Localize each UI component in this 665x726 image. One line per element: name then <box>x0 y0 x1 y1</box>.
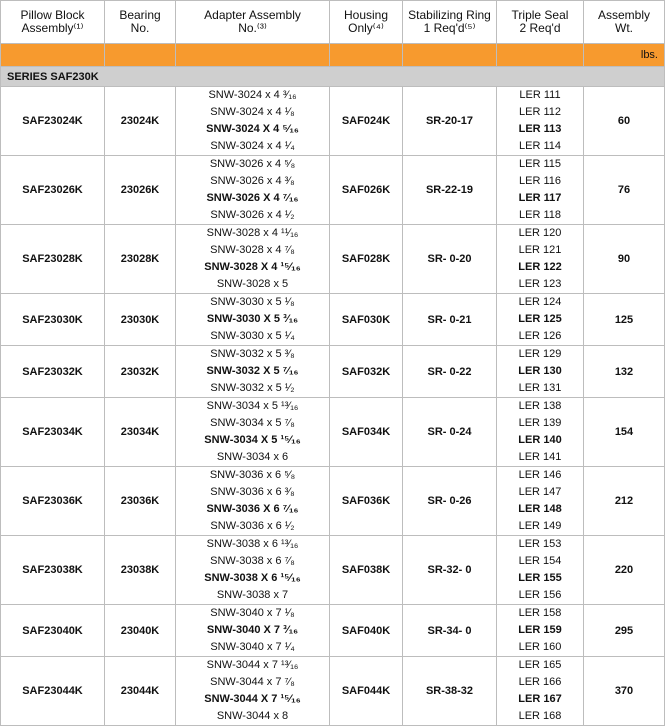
adapter-cell <box>176 398 330 467</box>
seal-item: LER 112 <box>519 106 561 118</box>
ring-cell: SR-38-32 <box>403 657 497 726</box>
series-label: SERIES SAF230K <box>1 67 665 87</box>
seal-item: LER 117 <box>518 192 562 204</box>
adapter-cell <box>176 156 330 225</box>
adapter-item: SNW-3024 X 4 ⁵⁄₁₆ <box>206 123 299 135</box>
assembly-cell: SAF23026K <box>1 156 105 225</box>
seal-cell <box>497 605 584 657</box>
seal-item: LER 118 <box>519 209 561 221</box>
seal-cell <box>497 398 584 467</box>
housing-cell: SAF038K <box>330 536 403 605</box>
seal-item: LER 114 <box>519 140 561 152</box>
ring-cell: SR- 0-22 <box>403 346 497 398</box>
seal-item: LER 149 <box>518 520 562 532</box>
seal-cell <box>497 225 584 294</box>
table-row <box>1 225 665 294</box>
ring-cell: SR- 0-20 <box>403 225 497 294</box>
assembly-cell: SAF23028K <box>1 225 105 294</box>
header-weight: Assembly Wt. <box>584 1 665 44</box>
seal-cell <box>497 346 584 398</box>
adapter-item: SNW-3026 X 4 ⁷⁄₁₆ <box>206 192 299 204</box>
adapter-cell <box>176 225 330 294</box>
adapter-cell <box>176 87 330 156</box>
bearing-cell: 23026K <box>105 156 176 225</box>
adapter-item: SNW-3024 x 4 ¹⁄₈ <box>210 106 295 118</box>
weight-cell: 125 <box>584 294 665 346</box>
adapter-item: SNW-3026 x 4 ¹⁄₂ <box>210 209 295 221</box>
adapter-item: SNW-3030 x 5 ¹⁄₄ <box>210 330 295 342</box>
adapter-item: SNW-3040 X 7 ³⁄₁₆ <box>206 624 299 636</box>
seal-cell <box>497 467 584 536</box>
adapter-item: SNW-3044 x 7 ⁷⁄₈ <box>210 676 295 688</box>
seal-item: LER 131 <box>518 382 562 394</box>
ring-cell: SR-32- 0 <box>403 536 497 605</box>
weight-cell: 295 <box>584 605 665 657</box>
housing-cell: SAF032K <box>330 346 403 398</box>
adapter-item: SNW-3044 x 8 <box>216 710 289 722</box>
seal-item: LER 155 <box>518 572 562 584</box>
housing-cell: SAF044K <box>330 657 403 726</box>
adapter-item: SNW-3036 X 6 ⁷⁄₁₆ <box>206 503 299 515</box>
header-bearing: Bearing No. <box>105 1 176 44</box>
adapter-item: SNW-3030 X 5 ³⁄₁₆ <box>206 313 299 325</box>
adapter-item: SNW-3044 X 7 ¹⁵⁄₁₆ <box>204 693 301 705</box>
seal-item: LER 113 <box>518 123 562 135</box>
seal-cell <box>497 536 584 605</box>
seal-item: LER 121 <box>518 244 562 256</box>
header-assembly: Pillow Block Assembly⁽¹⁾ <box>1 1 105 44</box>
ring-cell: SR-22-19 <box>403 156 497 225</box>
adapter-item: SNW-3028 X 4 ¹⁵⁄₁₆ <box>204 261 301 273</box>
weight-cell: 370 <box>584 657 665 726</box>
adapter-item: SNW-3044 x 7 ¹³⁄₁₆ <box>206 659 299 671</box>
assembly-cell: SAF23030K <box>1 294 105 346</box>
seal-item: LER 167 <box>518 693 562 705</box>
seal-item: LER 165 <box>518 659 562 671</box>
adapter-item: SNW-3032 X 5 ⁷⁄₁₆ <box>206 365 299 377</box>
adapter-item: SNW-3030 x 5 ¹⁄₈ <box>210 296 295 308</box>
ring-cell: SR- 0-24 <box>403 398 497 467</box>
bearing-cell: 23036K <box>105 467 176 536</box>
seal-cell <box>497 294 584 346</box>
ring-cell: SR-34- 0 <box>403 605 497 657</box>
housing-cell: SAF040K <box>330 605 403 657</box>
adapter-item: SNW-3036 x 6 ¹⁄₂ <box>210 520 295 532</box>
table-row <box>1 467 665 536</box>
weight-cell: 212 <box>584 467 665 536</box>
adapter-cell <box>176 346 330 398</box>
seal-item: LER 159 <box>518 624 562 636</box>
seal-item: LER 111 <box>519 89 561 101</box>
housing-cell: SAF024K <box>330 87 403 156</box>
assembly-cell: SAF23032K <box>1 346 105 398</box>
seal-item: LER 129 <box>518 348 562 360</box>
table-body <box>1 87 665 726</box>
seal-item: LER 116 <box>519 175 561 187</box>
seal-item: LER 156 <box>518 589 562 601</box>
seal-item: LER 154 <box>518 555 562 567</box>
adapter-item: SNW-3034 x 5 ⁷⁄₈ <box>210 417 295 429</box>
housing-cell: SAF036K <box>330 467 403 536</box>
adapter-item: SNW-3038 x 7 <box>216 589 289 601</box>
adapter-item: SNW-3024 x 4 ³⁄₁₆ <box>208 89 297 101</box>
housing-cell: SAF030K <box>330 294 403 346</box>
seal-item: LER 153 <box>518 538 562 550</box>
seal-item: LER 130 <box>518 365 562 377</box>
seal-item: LER 120 <box>518 227 562 239</box>
seal-item: LER 139 <box>518 417 562 429</box>
table-row <box>1 605 665 657</box>
weight-cell: 154 <box>584 398 665 467</box>
adapter-item: SNW-3034 x 6 <box>216 451 289 463</box>
weight-cell: 220 <box>584 536 665 605</box>
adapter-item: SNW-3032 x 5 ¹⁄₂ <box>210 382 295 394</box>
bearing-cell: 23038K <box>105 536 176 605</box>
bearing-cell: 23024K <box>105 87 176 156</box>
table-row <box>1 346 665 398</box>
seal-cell <box>497 156 584 225</box>
seal-item: LER 160 <box>518 641 562 653</box>
adapter-item: SNW-3040 x 7 ¹⁄₈ <box>210 607 295 619</box>
adapter-item: SNW-3028 x 4 ¹¹⁄₁₆ <box>206 227 299 239</box>
table-row <box>1 294 665 346</box>
table-row <box>1 398 665 467</box>
weight-cell: 60 <box>584 87 665 156</box>
adapter-item: SNW-3028 x 4 ⁷⁄₈ <box>210 244 295 256</box>
seal-item: LER 168 <box>518 710 562 722</box>
weight-cell: 132 <box>584 346 665 398</box>
header-adapter: Adapter Assembly No.⁽³⁾ <box>176 1 330 44</box>
bearing-cell: 23044K <box>105 657 176 726</box>
bearing-cell: 23028K <box>105 225 176 294</box>
adapter-item: SNW-3038 X 6 ¹⁵⁄₁₆ <box>204 572 301 584</box>
seal-cell <box>497 87 584 156</box>
table-row <box>1 87 665 156</box>
assembly-cell: SAF23040K <box>1 605 105 657</box>
bearing-cell: 23032K <box>105 346 176 398</box>
adapter-item: SNW-3040 x 7 ¹⁄₄ <box>210 641 295 653</box>
seal-item: LER 166 <box>518 676 562 688</box>
table-row <box>1 657 665 726</box>
seal-cell <box>497 657 584 726</box>
ring-cell: SR- 0-21 <box>403 294 497 346</box>
adapter-item: SNW-3038 x 6 ¹³⁄₁₆ <box>206 538 299 550</box>
adapter-item: SNW-3026 x 4 ⁵⁄₈ <box>209 158 296 170</box>
assembly-cell: SAF23044K <box>1 657 105 726</box>
adapter-item: SNW-3026 x 4 ³⁄₈ <box>210 175 295 187</box>
seal-item: LER 148 <box>518 503 562 515</box>
adapter-item: SNW-3032 x 5 ³⁄₈ <box>210 348 295 360</box>
housing-cell: SAF034K <box>330 398 403 467</box>
bearing-cell: 23030K <box>105 294 176 346</box>
housing-cell: SAF026K <box>330 156 403 225</box>
seal-item: LER 126 <box>518 330 562 342</box>
seal-item: LER 140 <box>518 434 562 446</box>
adapter-item: SNW-3024 x 4 ¹⁄₄ <box>210 140 295 152</box>
seal-item: LER 147 <box>518 486 562 498</box>
seal-item: LER 138 <box>518 400 562 412</box>
seal-item: LER 158 <box>518 607 562 619</box>
adapter-item: SNW-3038 x 6 ⁷⁄₈ <box>210 555 295 567</box>
header-ring: Stabilizing Ring 1 Req'd⁽⁵⁾ <box>403 1 497 44</box>
assembly-cell: SAF23038K <box>1 536 105 605</box>
assembly-cell: SAF23036K <box>1 467 105 536</box>
table-header <box>1 1 665 87</box>
series-row <box>1 67 665 87</box>
header-seal: Triple Seal 2 Req'd <box>497 1 584 44</box>
adapter-cell <box>176 467 330 536</box>
table-row <box>1 156 665 225</box>
header-housing: Housing Only⁽⁴⁾ <box>330 1 403 44</box>
seal-item: LER 141 <box>518 451 562 463</box>
assembly-cell: SAF23034K <box>1 398 105 467</box>
seal-item: LER 123 <box>518 278 562 290</box>
ring-cell: SR-20-17 <box>403 87 497 156</box>
adapter-cell <box>176 605 330 657</box>
weight-cell: 76 <box>584 156 665 225</box>
ring-cell: SR- 0-26 <box>403 467 497 536</box>
assembly-cell: SAF23024K <box>1 87 105 156</box>
units-row <box>1 44 665 67</box>
seal-item: LER 146 <box>518 469 562 481</box>
seal-item: LER 124 <box>518 296 562 308</box>
seal-item: LER 122 <box>518 261 562 273</box>
housing-cell: SAF028K <box>330 225 403 294</box>
table-row <box>1 536 665 605</box>
adapter-item: SNW-3036 x 6 ⁵⁄₈ <box>209 469 296 481</box>
bearing-cell: 23034K <box>105 398 176 467</box>
seal-item: LER 115 <box>519 158 561 170</box>
adapter-item: SNW-3034 X 5 ¹⁵⁄₁₆ <box>204 434 301 446</box>
adapter-cell <box>176 294 330 346</box>
weight-unit: lbs. <box>584 44 665 67</box>
adapter-item: SNW-3034 x 5 ¹³⁄₁₆ <box>206 400 299 412</box>
adapter-item: SNW-3036 x 6 ³⁄₈ <box>210 486 295 498</box>
adapter-cell <box>176 536 330 605</box>
seal-item: LER 125 <box>518 313 562 325</box>
bearing-cell: 23040K <box>105 605 176 657</box>
weight-cell: 90 <box>584 225 665 294</box>
adapter-cell <box>176 657 330 726</box>
adapter-item: SNW-3028 x 5 <box>216 278 289 290</box>
